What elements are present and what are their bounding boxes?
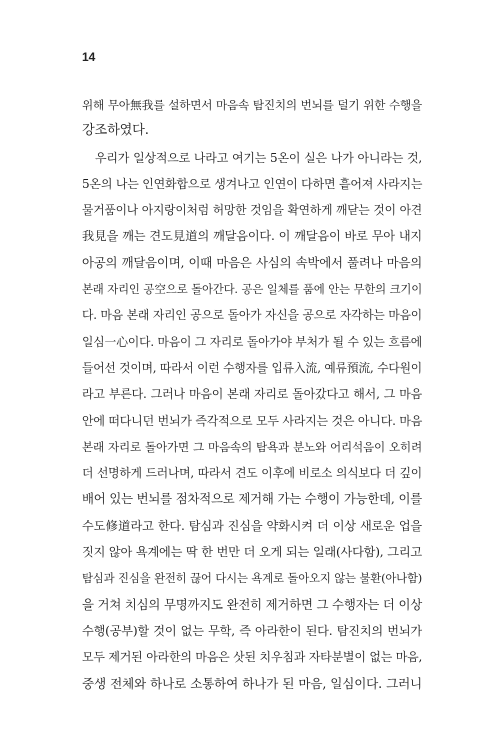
text-line: 더 선명하게 드러나며, 따라서 견도 이후에 비로소 의식보다 더 깊이 [82, 466, 422, 481]
text-line: 들어선 것이며, 따라서 이런 수행자를 입류入流, 예류預流, 수다원이 [82, 360, 422, 375]
body-text [82, 92, 422, 697]
text-line: 배어 있는 번뇌를 점차적으로 제거해 가는 수행이 가능한데, 이를 [82, 491, 422, 507]
page-number: 14 [82, 50, 96, 64]
text-line: 본래 자리인 공空으로 돌아간다. 공은 일체를 품에 안는 무한의 크기이 [82, 282, 422, 297]
text-line: 본래 자리로 돌아가면 그 마음속의 탐욕과 분노와 어리석음이 오히려 [82, 439, 422, 454]
text-line: 수행(공부)할 것이 없는 무학, 즉 아라한이 된다. 탐진치의 번뇌가 [82, 623, 422, 638]
text-line: 안에 떠다니던 번뇌가 즉각적으로 모두 사라지는 것은 아니다. 마음 [82, 413, 423, 428]
text-line: 일심一心이다. 마음이 그 자리로 돌아가야 부처가 될 수 있는 흐름에 [82, 334, 422, 349]
text-line: 다. 마음 본래 자리인 공으로 돌아가 자신을 공으로 자각하는 마음이 [82, 308, 422, 323]
text-line: 수도修道라고 한다. 탐심과 진심을 약화시켜 더 이상 새로운 업을 [82, 518, 422, 533]
text-line: 중생 전체와 하나로 소통하여 하나가 된 마음, 일심이다. 그러니 [82, 675, 422, 691]
text-line: 물거품이나 아지랑이처럼 허망한 것임을 확연하게 깨닫는 것이 아견 [82, 203, 422, 218]
text-line: 5온의 나는 인연화합으로 생겨나고 인연이 다하면 흩어져 사라지는 [82, 176, 423, 191]
text-line: 우리가 일상적으로 나라고 여기는 5온이 실은 나가 아니라는 것, [95, 150, 422, 165]
text-line: 을 거쳐 치심의 무명까지도 완전히 제거하면 그 수행자는 더 이상 [82, 596, 422, 612]
text-line: 我見을 깨는 견도見道의 깨달음이다. 이 깨달음이 바로 무아 내지 [82, 229, 422, 244]
text-line: 위해 무아無我를 설하면서 마음속 탐진치의 번뇌를 덜기 위한 수행을 [82, 98, 422, 112]
text-line: 짓지 않아 욕계에는 딱 한 번만 더 오게 되는 일래(사다함), 그리고 [82, 545, 422, 560]
text-line: 모두 제거된 아라한의 마음은 삿된 치우침과 자타분별이 없는 마음, [82, 650, 423, 665]
text-line: 라고 부른다. 그러나 마음이 본래 자리로 돌아갔다고 해서, 그 마음 [82, 387, 422, 402]
text-line: 탐심과 진심을 완전히 끊어 다시는 욕계로 돌아오지 않는 불환(아나함) [82, 571, 422, 586]
text-line: 강조하였다. [82, 123, 149, 139]
text-line: 아공의 깨달음이며, 이때 마음은 사심의 속박에서 풀려나 마음의 [82, 254, 422, 270]
